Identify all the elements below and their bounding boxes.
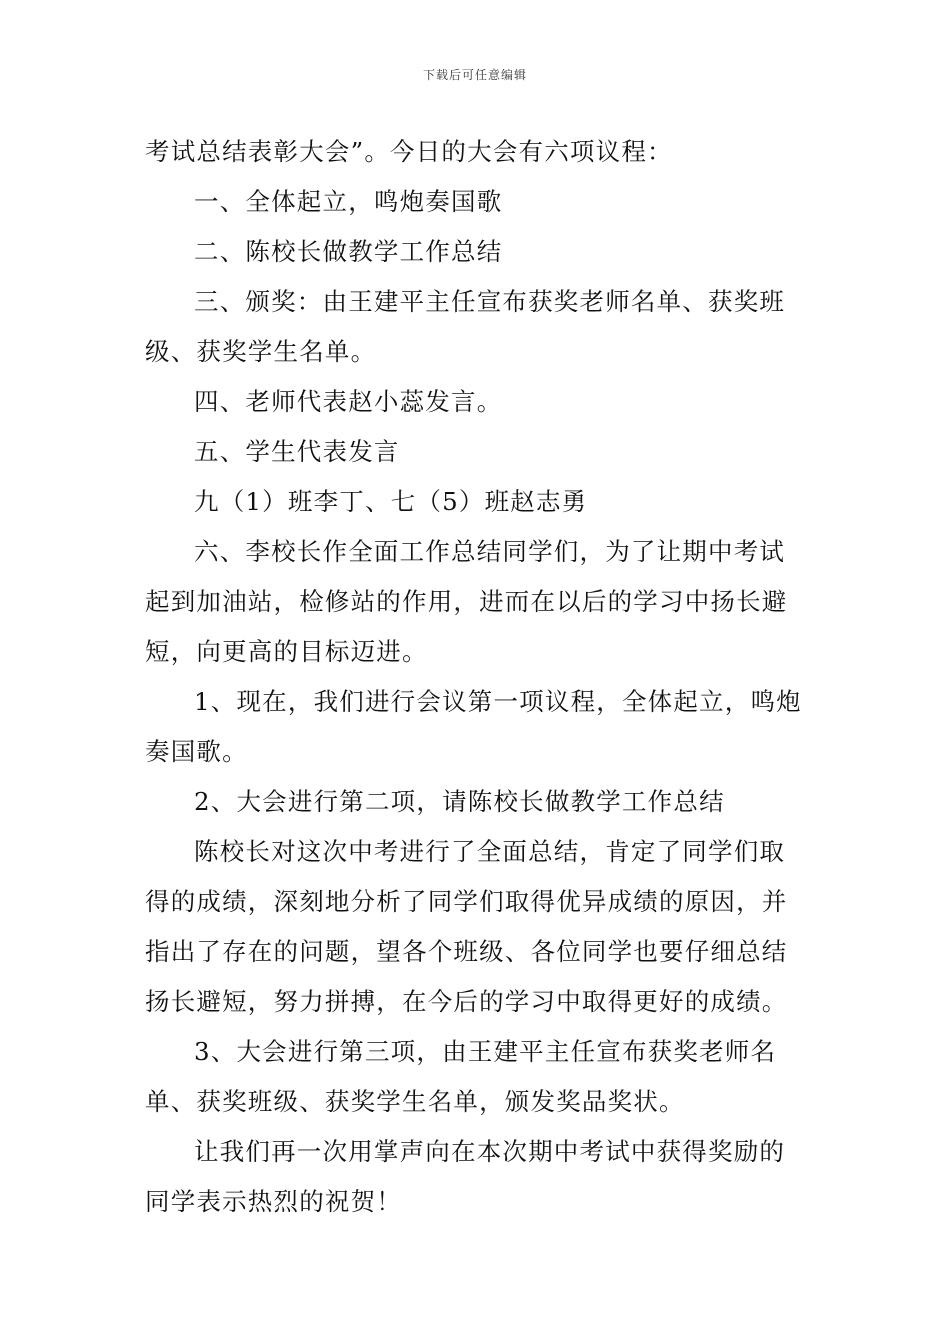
principal-summary: 陈校长对这次中考进行了全面总结，肯定了同学们取得的成绩，深刻地分析了同学们取得优异成绩的原因，并指出了存在的问题，望各个班级、各位同学也要仔细总结扬长避短，努力拼搏，在今后的学习中取得更好的成绩。	[145, 837, 788, 1016]
agenda-item-1: 一、全体起立，鸣炮奏国歌	[194, 187, 503, 216]
page-header-note: 下载后可任意编辑	[422, 68, 527, 82]
proceeding-2: 2、大会进行第二项，请陈校长做教学工作总结	[194, 787, 725, 816]
agenda-item-3: 三、颁奖：由王建平主任宣布获奖老师名单、获奖班级、获奖学生名单。	[145, 287, 786, 366]
proceeding-3: 3、大会进行第三项，由王建平主任宣布获奖老师名单、获奖班级、获奖学生名单，颁发奖品奖状。	[145, 1037, 777, 1116]
paragraph-intro: 考试总结表彰大会”。今日的大会有六项议程：	[145, 137, 673, 166]
agenda-item-4: 四、老师代表赵小蕊发言。	[194, 387, 503, 416]
proceeding-1: 1、现在，我们进行会议第一项议程，全体起立，鸣炮奏国歌。	[145, 687, 802, 766]
agenda-item-6: 六、李校长作全面工作总结同学们，为了让期中考试起到加油站，检修站的作用，进而在以后的学习中扬长避短，向更高的目标迈进。	[145, 537, 788, 666]
congratulations: 让我们再一次用掌声向在本次期中考试中获得奖励的同学表示热烈的祝贺！	[145, 1137, 786, 1216]
document-body	[145, 127, 810, 1227]
agenda-item-2: 二、陈校长做教学工作总结	[194, 237, 503, 266]
agenda-item-5: 五、学生代表发言	[194, 437, 400, 466]
student-representatives: 九（1）班李丁、七（5）班赵志勇	[194, 487, 588, 516]
